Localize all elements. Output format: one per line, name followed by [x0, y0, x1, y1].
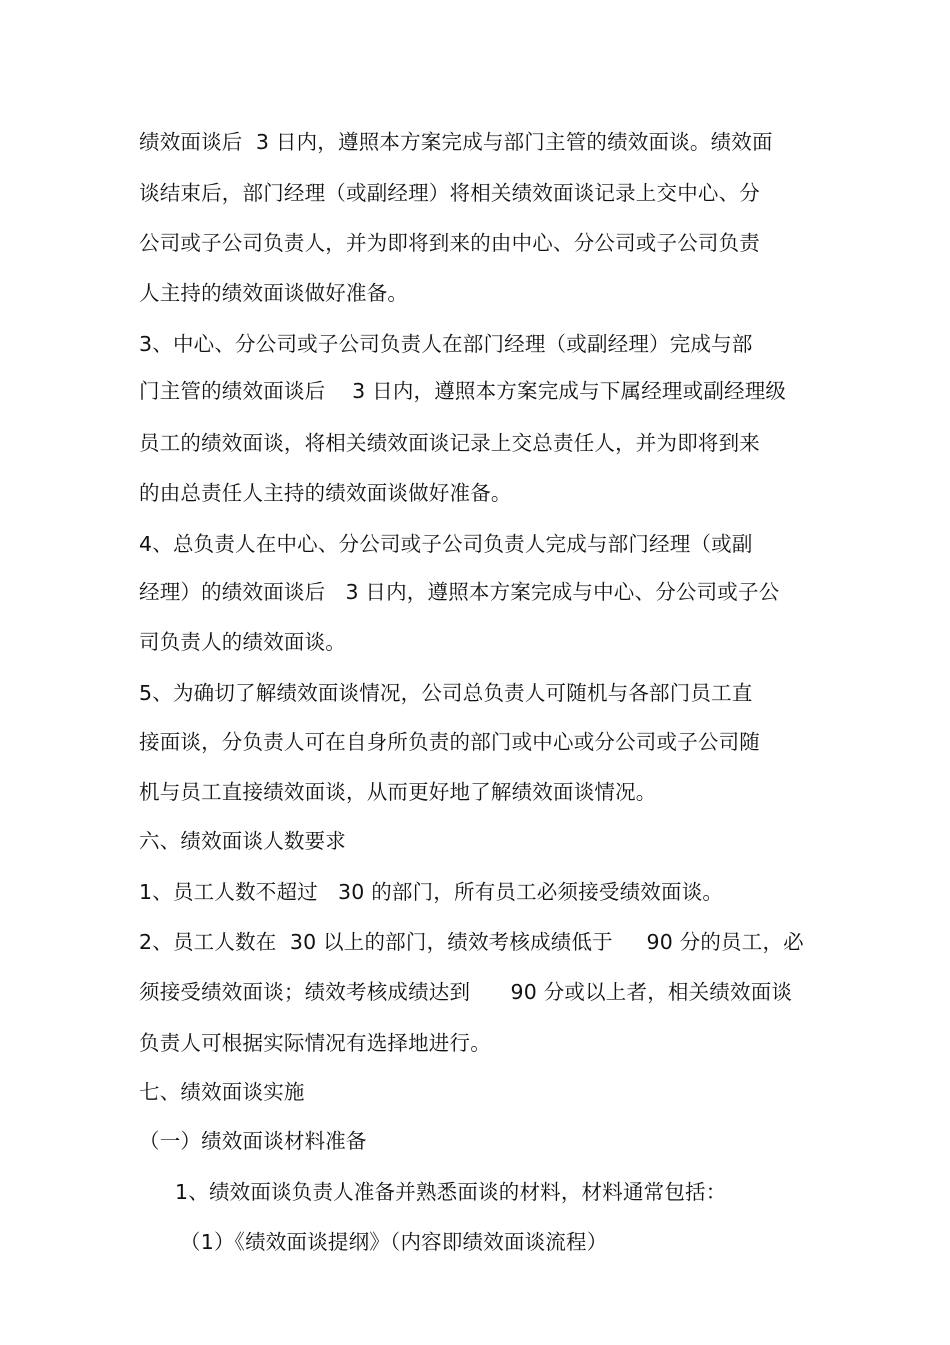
text-line: 门主管的绩效面谈后 3 日内，遵照本方案完成与下属经理或副经理级 [139, 379, 787, 403]
text-line: 2、员工人数在 30 以上的部门，绩效考核成绩低于 90 分的员工，必 [139, 930, 804, 954]
text-line: 负责人可根据实际情况有选择地进行。 [139, 1031, 491, 1055]
text-line: 1、员工人数不超过 30 的部门，所有员工必须接受绩效面谈。 [139, 880, 724, 904]
text-line: （1）《绩效面谈提纲》（内容即绩效面谈流程） [180, 1230, 608, 1254]
text-line: 3、中心、分公司或子公司负责人在部门经理（或副经理）完成与部 [139, 332, 753, 356]
text-line: 人主持的绩效面谈做好准备。 [139, 281, 409, 305]
text-line: 5、为确切了解绩效面谈情况，公司总负责人可随机与各部门员工直 [139, 681, 753, 705]
text-line: 谈结束后，部门经理（或副经理）将相关绩效面谈记录上交中心、分 [139, 181, 760, 205]
text-line: 接面谈，分负责人可在自身所负责的部门或中心或分公司或子公司随 [139, 730, 760, 754]
section-heading: 七、绩效面谈实施 [139, 1080, 305, 1104]
text-line: 绩效面谈后 3 日内，遵照本方案完成与部门主管的绩效面谈。绩效面 [139, 130, 773, 154]
text-line: 公司或子公司负责人，并为即将到来的由中心、分公司或子公司负责 [139, 231, 760, 255]
text-line: 4、总负责人在中心、分公司或子公司负责人完成与部门经理（或副 [139, 532, 753, 556]
text-line: 的由总责任人主持的绩效面谈做好准备。 [139, 481, 512, 505]
text-line: 1、绩效面谈负责人准备并熟悉面谈的材料，材料通常包括： [175, 1180, 727, 1204]
text-line: 须接受绩效面谈；绩效考核成绩达到 90 分或以上者，相关绩效面谈 [139, 980, 793, 1004]
text-line: 司负责人的绩效面谈。 [139, 630, 346, 654]
text-line: 经理）的绩效面谈后 3 日内，遵照本方案完成与中心、分公司或子公 [139, 580, 780, 604]
subsection-heading: （一）绩效面谈材料准备 [139, 1129, 367, 1153]
text-line: 员工的绩效面谈，将相关绩效面谈记录上交总责任人，并为即将到来 [139, 431, 760, 455]
text-line: 机与员工直接绩效面谈，从而更好地了解绩效面谈情况。 [139, 780, 657, 804]
section-heading: 六、绩效面谈人数要求 [139, 829, 346, 853]
